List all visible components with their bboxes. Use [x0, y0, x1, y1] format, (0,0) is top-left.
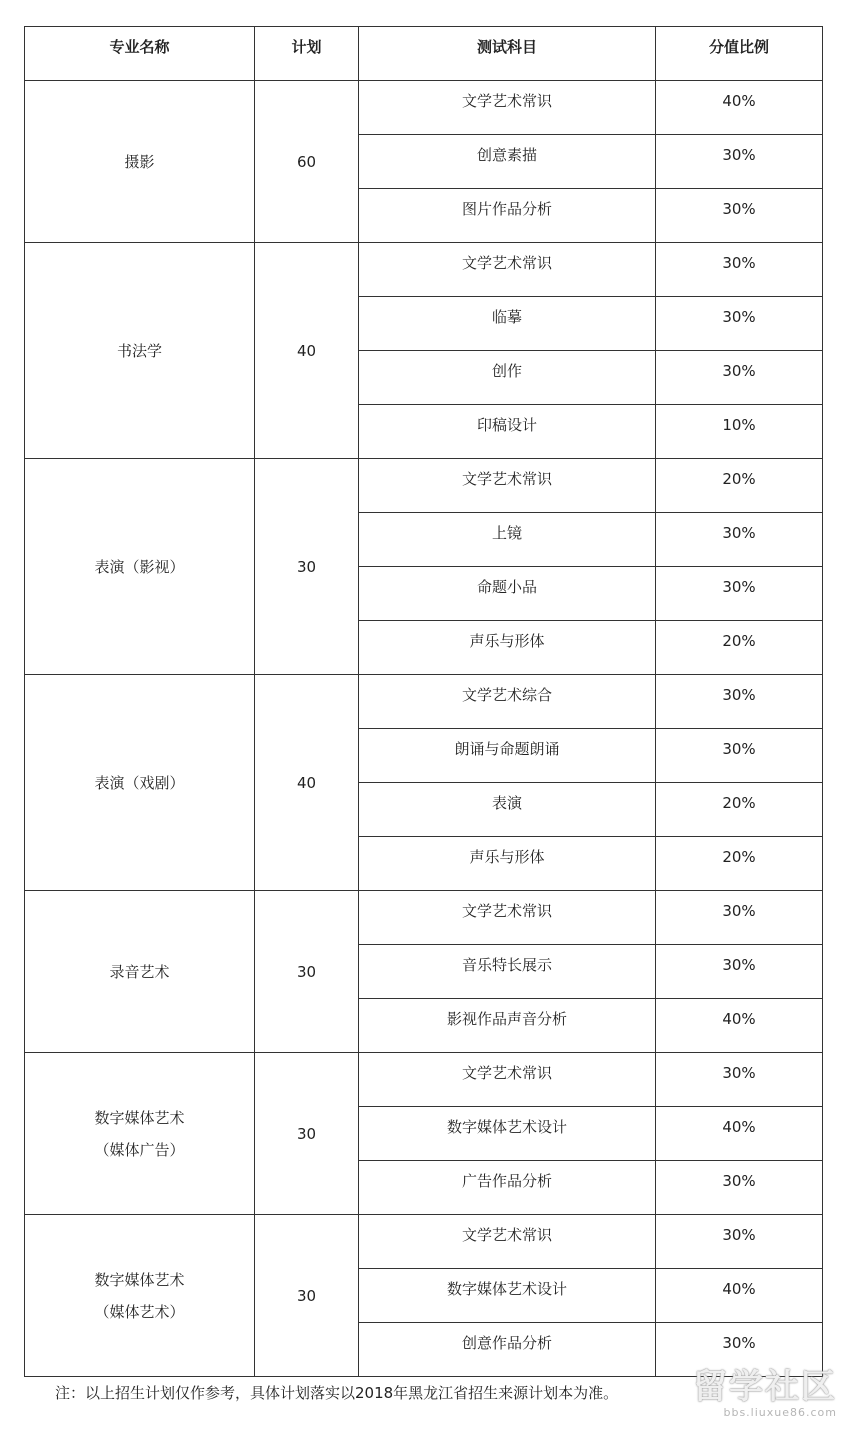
ratio-cell: 30% — [656, 1323, 823, 1377]
ratio-cell: 30% — [656, 351, 823, 405]
major-name-line: 表演（影视） — [94, 557, 185, 576]
subject-cell: 创意素描 — [359, 135, 656, 189]
subject-cell: 文学艺术常识 — [359, 1053, 656, 1107]
major-name-cell — [25, 675, 255, 891]
subject-cell: 数字媒体艺术设计 — [359, 1107, 656, 1161]
major-name-line: 数字媒体艺术 — [94, 1108, 185, 1127]
ratio-cell: 30% — [656, 729, 823, 783]
major-name-cell — [25, 891, 255, 1053]
ratio-cell: 40% — [656, 1269, 823, 1323]
table-row — [25, 675, 823, 729]
ratio-cell: 30% — [656, 135, 823, 189]
major-name-line: 表演（戏剧） — [94, 773, 185, 792]
ratio-cell: 30% — [656, 1053, 823, 1107]
plan-count-cell: 60 — [255, 81, 359, 243]
subject-cell: 上镜 — [359, 513, 656, 567]
ratio-cell: 30% — [656, 1215, 823, 1269]
footnote: 注：以上招生计划仅作参考，具体计划落实以2018年黑龙江省招生来源计划本为准。 — [55, 1384, 619, 1402]
admission-plan-table — [24, 26, 823, 1377]
subject-cell: 图片作品分析 — [359, 189, 656, 243]
ratio-cell: 30% — [656, 891, 823, 945]
subject-cell: 声乐与形体 — [359, 621, 656, 675]
subject-cell: 创作 — [359, 351, 656, 405]
subject-cell: 文学艺术综合 — [359, 675, 656, 729]
major-name-line: 书法学 — [116, 341, 162, 360]
ratio-cell: 20% — [656, 621, 823, 675]
ratio-cell: 20% — [656, 459, 823, 513]
major-name-line: 录音艺术 — [109, 962, 170, 981]
ratio-cell: 40% — [656, 81, 823, 135]
major-name-cell — [25, 1215, 255, 1377]
ratio-cell: 30% — [656, 567, 823, 621]
subject-cell: 文学艺术常识 — [359, 459, 656, 513]
major-name-line: 数字媒体艺术 — [94, 1270, 185, 1289]
table-body — [25, 81, 823, 1377]
plan-count-cell: 40 — [255, 243, 359, 459]
subject-cell: 文学艺术常识 — [359, 81, 656, 135]
table-row — [25, 243, 823, 297]
watermark-url: bbs.liuxue86.com — [723, 1406, 837, 1419]
ratio-cell: 30% — [656, 243, 823, 297]
header-subject: 测试科目 — [359, 27, 656, 81]
subject-cell: 印稿设计 — [359, 405, 656, 459]
subject-cell: 文学艺术常识 — [359, 891, 656, 945]
table-row — [25, 891, 823, 945]
plan-count-cell: 30 — [255, 1215, 359, 1377]
plan-count-cell: 40 — [255, 675, 359, 891]
table-row — [25, 1215, 823, 1269]
ratio-cell: 30% — [656, 513, 823, 567]
ratio-cell: 40% — [656, 1107, 823, 1161]
subject-cell: 命题小品 — [359, 567, 656, 621]
subject-cell: 朗诵与命题朗诵 — [359, 729, 656, 783]
subject-cell: 临摹 — [359, 297, 656, 351]
ratio-cell: 10% — [656, 405, 823, 459]
subject-cell: 影视作品声音分析 — [359, 999, 656, 1053]
subject-cell: 声乐与形体 — [359, 837, 656, 891]
subject-cell: 文学艺术常识 — [359, 1215, 656, 1269]
watermark-logo-text: 留学社区 — [693, 1367, 837, 1407]
major-name-line: （媒体广告） — [94, 1140, 185, 1159]
plan-count-cell: 30 — [255, 459, 359, 675]
ratio-cell: 30% — [656, 945, 823, 999]
subject-cell: 表演 — [359, 783, 656, 837]
subject-cell: 文学艺术常识 — [359, 243, 656, 297]
table-row — [25, 459, 823, 513]
ratio-cell: 20% — [656, 783, 823, 837]
table-row — [25, 81, 823, 135]
ratio-cell: 40% — [656, 999, 823, 1053]
major-name-cell — [25, 1053, 255, 1215]
major-name-line: 摄影 — [124, 152, 155, 171]
subject-cell: 数字媒体艺术设计 — [359, 1269, 656, 1323]
subject-cell: 音乐特长展示 — [359, 945, 656, 999]
subject-cell: 创意作品分析 — [359, 1323, 656, 1377]
header-ratio: 分值比例 — [656, 27, 823, 81]
major-name-cell — [25, 459, 255, 675]
table-row — [25, 1053, 823, 1107]
major-name-cell — [25, 81, 255, 243]
subject-cell: 广告作品分析 — [359, 1161, 656, 1215]
plan-count-cell: 30 — [255, 891, 359, 1053]
major-name-line: （媒体艺术） — [94, 1302, 185, 1321]
major-name-cell — [25, 243, 255, 459]
header-plan: 计划 — [255, 27, 359, 81]
table-header-row — [25, 27, 823, 81]
ratio-cell: 20% — [656, 837, 823, 891]
plan-count-cell: 30 — [255, 1053, 359, 1215]
header-major: 专业名称 — [25, 27, 255, 81]
ratio-cell: 30% — [656, 675, 823, 729]
ratio-cell: 30% — [656, 1161, 823, 1215]
ratio-cell: 30% — [656, 189, 823, 243]
ratio-cell: 30% — [656, 297, 823, 351]
